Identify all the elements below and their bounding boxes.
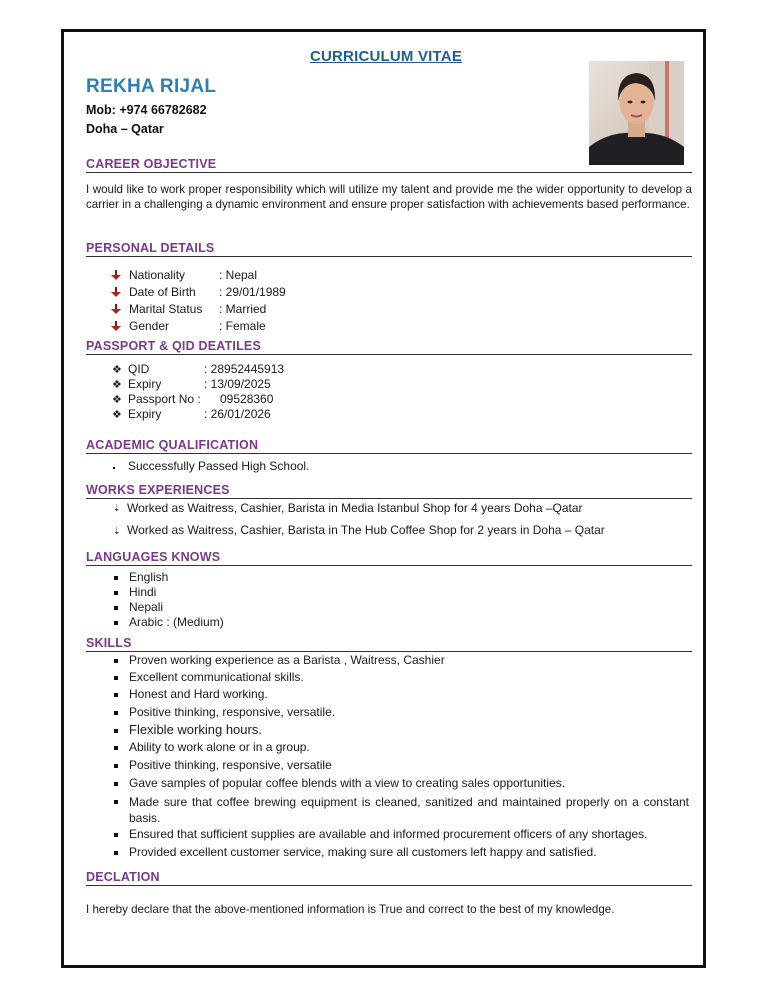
square-bullet-icon — [114, 833, 118, 837]
square-bullet-icon — [114, 576, 118, 580]
square-bullet-icon — [114, 621, 118, 625]
passport-label: Expiry — [128, 377, 162, 391]
square-bullet-icon — [114, 729, 118, 733]
arrow-bullet-icon: ⇣ — [113, 503, 121, 513]
personal-value: : Nepal — [219, 268, 258, 282]
skill-item: Made sure that coffee brewing equipment is cleaned, sanitized and maintained properly on a constant basis. — [129, 795, 689, 825]
career-objective-heading: CAREER OBJECTIVE — [86, 157, 692, 173]
skill-item: Honest and Hard working. — [129, 687, 268, 701]
skill-item: Ability to work alone or in a group. — [129, 740, 310, 754]
personal-label: Nationality — [129, 268, 186, 282]
skill-item: Flexible working hours. — [129, 722, 262, 737]
skill-item: Ensured that sufficient supplies are available and informed procurement officers of any shortages. — [129, 827, 648, 841]
square-bullet-icon — [114, 711, 118, 715]
diamond-bullet-icon: ❖ — [112, 364, 122, 376]
personal-value: : 29/01/1989 — [219, 285, 286, 299]
diamond-bullet-icon: ❖ — [112, 394, 122, 406]
profile-photo — [589, 61, 684, 165]
declaration-heading: DECLATION — [86, 870, 692, 886]
diamond-bullet-icon: ❖ — [112, 409, 122, 421]
skill-item: Proven working experience as a Barista , Waitress, Cashier — [129, 653, 445, 667]
dot-bullet-icon — [113, 467, 115, 469]
passport-label: Passport No : — [128, 392, 201, 406]
square-bullet-icon — [114, 782, 118, 786]
passport-value: 09528360 — [220, 392, 274, 406]
document-title: CURRICULUM VITAE — [309, 48, 463, 65]
personal-value: : Married — [219, 302, 267, 316]
skill-item: Positive thinking, responsive, versatile — [129, 758, 332, 772]
passport-value: : 13/09/2025 — [204, 377, 271, 391]
skill-item: Excellent communicational skills. — [129, 670, 304, 684]
work-heading: WORKS EXPERIENCES — [86, 483, 692, 499]
skill-item: Positive thinking, responsive, versatile. — [129, 705, 336, 719]
square-bullet-icon — [114, 659, 118, 663]
arrow-down-icon — [111, 270, 121, 280]
language-item: Hindi — [129, 585, 157, 599]
arrow-down-icon — [111, 304, 121, 314]
square-bullet-icon — [114, 591, 118, 595]
mobile-number: Mob: +974 66782682 — [86, 103, 207, 117]
work-item: Worked as Waitress, Cashier, Barista in Media Istanbul Shop for 4 years Doha –Qatar — [127, 501, 583, 515]
square-bullet-icon — [114, 676, 118, 680]
diamond-bullet-icon: ❖ — [112, 379, 122, 391]
academic-heading: ACADEMIC QUALIFICATION — [86, 438, 692, 454]
declaration-text: I hereby declare that the above-mentioned information is True and correct to the best of my knowledge. — [86, 903, 615, 916]
career-objective-text: I would like to work proper responsibility which will utilize my talent and provide me the wider opportunity to develop a carrier in a challenging a dynamic environment and ensure proper satisfaction with achievements based performance. — [86, 183, 692, 211]
language-item: Arabic : (Medium) — [129, 615, 224, 629]
square-bullet-icon — [114, 764, 118, 768]
passport-label: Expiry — [128, 407, 162, 421]
square-bullet-icon — [114, 606, 118, 610]
candidate-name: REKHA RIJAL — [86, 76, 217, 97]
personal-details-heading: PERSONAL DETAILS — [86, 241, 692, 257]
passport-value: : 28952445913 — [204, 362, 285, 376]
location: Doha – Qatar — [86, 122, 164, 136]
arrow-down-icon — [111, 321, 121, 331]
square-bullet-icon — [114, 851, 118, 855]
personal-value: : Female — [219, 319, 266, 333]
personal-label: Marital Status — [129, 302, 203, 316]
work-item: Worked as Waitress, Cashier, Barista in The Hub Coffee Shop for 2 years in Doha – Qatar — [127, 523, 605, 537]
passport-value: : 26/01/2026 — [204, 407, 271, 421]
language-item: English — [129, 570, 169, 584]
personal-label: Date of Birth — [129, 285, 196, 299]
square-bullet-icon — [114, 746, 118, 750]
skill-item: Provided excellent customer service, making sure all customers left happy and satisfied. — [129, 845, 597, 859]
skills-heading: SKILLS — [86, 636, 692, 652]
arrow-down-icon — [111, 287, 121, 297]
passport-heading: PASSPORT & QID DEATILES — [86, 339, 692, 355]
square-bullet-icon — [114, 800, 118, 804]
languages-heading: LANGUAGES KNOWS — [86, 550, 692, 566]
language-item: Nepali — [129, 600, 164, 614]
passport-label: QID — [128, 362, 150, 376]
academic-item: Successfully Passed High School. — [128, 459, 310, 473]
skill-item: Gave samples of popular coffee blends with a view to creating sales opportunities. — [129, 776, 566, 790]
personal-label: Gender — [129, 319, 170, 333]
square-bullet-icon — [114, 693, 118, 697]
arrow-bullet-icon: ⇣ — [113, 526, 121, 536]
